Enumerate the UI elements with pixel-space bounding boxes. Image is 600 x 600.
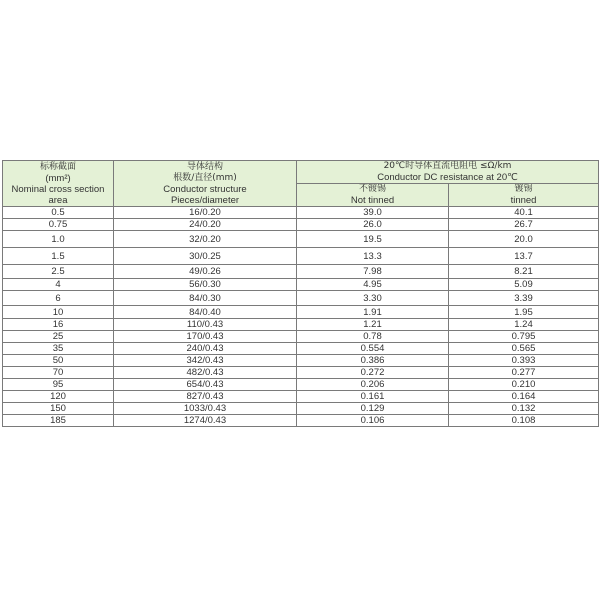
structure-cell: 84/0.40	[114, 306, 297, 319]
table-row	[3, 415, 599, 427]
not-tinned-cell: 0.386	[297, 355, 449, 367]
structure-cell: 342/0.43	[114, 355, 297, 367]
table-row	[3, 231, 599, 248]
area-cell: 16	[3, 319, 114, 331]
table-row	[3, 279, 599, 291]
header-tinned	[449, 184, 599, 207]
tinned-cell: 1.24	[449, 319, 599, 331]
tinned-cell: 1.95	[449, 306, 599, 319]
header-structure-en1: Conductor structure	[163, 183, 247, 195]
structure-cell: 1033/0.43	[114, 403, 297, 415]
not-tinned-cell: 0.129	[297, 403, 449, 415]
area-cell: 4	[3, 279, 114, 291]
area-cell: 0.5	[3, 207, 114, 219]
table-body	[3, 207, 599, 427]
not-tinned-cell: 7.98	[297, 265, 449, 279]
table-row	[3, 219, 599, 231]
area-cell: 0.75	[3, 219, 114, 231]
table-row	[3, 306, 599, 319]
structure-cell: 240/0.43	[114, 343, 297, 355]
structure-cell: 16/0.20	[114, 207, 297, 219]
not-tinned-cell: 0.78	[297, 331, 449, 343]
structure-cell: 482/0.43	[114, 367, 297, 379]
header-resistance-en: Conductor DC resistance at 20℃	[377, 172, 518, 183]
table-row	[3, 391, 599, 403]
structure-cell: 32/0.20	[114, 231, 297, 248]
table-row	[3, 355, 599, 367]
not-tinned-cell: 0.272	[297, 367, 449, 379]
area-cell: 25	[3, 331, 114, 343]
structure-cell: 49/0.26	[114, 265, 297, 279]
area-cell: 150	[3, 403, 114, 415]
header-area	[3, 161, 114, 207]
not-tinned-cell: 1.21	[297, 319, 449, 331]
not-tinned-cell: 0.161	[297, 391, 449, 403]
header-area-unit: (mm²)	[45, 172, 71, 184]
table-header	[3, 161, 599, 207]
structure-cell: 30/0.25	[114, 248, 297, 265]
not-tinned-cell: 4.95	[297, 279, 449, 291]
not-tinned-cell: 1.91	[297, 306, 449, 319]
area-cell: 35	[3, 343, 114, 355]
not-tinned-cell: 3.30	[297, 291, 449, 306]
structure-cell: 56/0.30	[114, 279, 297, 291]
tinned-cell: 3.39	[449, 291, 599, 306]
table-row	[3, 367, 599, 379]
table-row	[3, 343, 599, 355]
tinned-cell: 0.795	[449, 331, 599, 343]
structure-cell: 654/0.43	[114, 379, 297, 391]
header-not-tinned-en: Not tinned	[350, 195, 395, 206]
header-tinned-cn: 镀锡	[514, 184, 533, 194]
conductor-resistance-table	[2, 160, 599, 427]
table-row	[3, 403, 599, 415]
table-row	[3, 291, 599, 306]
tinned-cell: 0.108	[449, 415, 599, 427]
tinned-cell: 0.164	[449, 391, 599, 403]
structure-cell: 827/0.43	[114, 391, 297, 403]
tinned-cell: 20.0	[449, 231, 599, 248]
not-tinned-cell: 0.206	[297, 379, 449, 391]
area-cell: 70	[3, 367, 114, 379]
header-area-cn: 标称截面	[39, 161, 76, 172]
header-resistance-cn: 20℃时导体直流电阻电 ≤Ω/km	[383, 161, 512, 171]
area-cell: 10	[3, 306, 114, 319]
structure-cell: 24/0.20	[114, 219, 297, 231]
table-row	[3, 331, 599, 343]
not-tinned-cell: 0.554	[297, 343, 449, 355]
tinned-cell: 0.210	[449, 379, 599, 391]
tinned-cell: 0.132	[449, 403, 599, 415]
header-structure	[114, 161, 297, 207]
area-cell: 50	[3, 355, 114, 367]
not-tinned-cell: 13.3	[297, 248, 449, 265]
area-cell: 1.5	[3, 248, 114, 265]
tinned-cell: 0.277	[449, 367, 599, 379]
tinned-cell: 8.21	[449, 265, 599, 279]
area-cell: 1.0	[3, 231, 114, 248]
not-tinned-cell: 26.0	[297, 219, 449, 231]
table-row	[3, 207, 599, 219]
not-tinned-cell: 39.0	[297, 207, 449, 219]
area-cell: 6	[3, 291, 114, 306]
tinned-cell: 5.09	[449, 279, 599, 291]
tinned-cell: 0.393	[449, 355, 599, 367]
not-tinned-cell: 0.106	[297, 415, 449, 427]
tinned-cell: 0.565	[449, 343, 599, 355]
header-not-tinned-cn: 不镀锡	[358, 184, 386, 194]
header-structure-en2: Pieces/diameter	[170, 194, 240, 206]
header-resistance	[297, 161, 599, 184]
header-area-en2: area	[48, 194, 68, 206]
header-tinned-en: tinned	[510, 195, 537, 206]
area-cell: 2.5	[3, 265, 114, 279]
table-row	[3, 265, 599, 279]
header-structure-cn2: 根数/直径(mm)	[173, 172, 237, 183]
area-cell: 120	[3, 391, 114, 403]
tinned-cell: 26.7	[449, 219, 599, 231]
area-cell: 95	[3, 379, 114, 391]
not-tinned-cell: 19.5	[297, 231, 449, 248]
structure-cell: 110/0.43	[114, 319, 297, 331]
tinned-cell: 13.7	[449, 248, 599, 265]
header-area-en1: Nominal cross section	[11, 183, 105, 195]
table-row	[3, 379, 599, 391]
table-row	[3, 319, 599, 331]
structure-cell: 1274/0.43	[114, 415, 297, 427]
area-cell: 185	[3, 415, 114, 427]
header-not-tinned	[297, 184, 449, 207]
header-structure-cn1: 导体结构	[186, 161, 223, 172]
table-row	[3, 248, 599, 265]
tinned-cell: 40.1	[449, 207, 599, 219]
structure-cell: 84/0.30	[114, 291, 297, 306]
structure-cell: 170/0.43	[114, 331, 297, 343]
